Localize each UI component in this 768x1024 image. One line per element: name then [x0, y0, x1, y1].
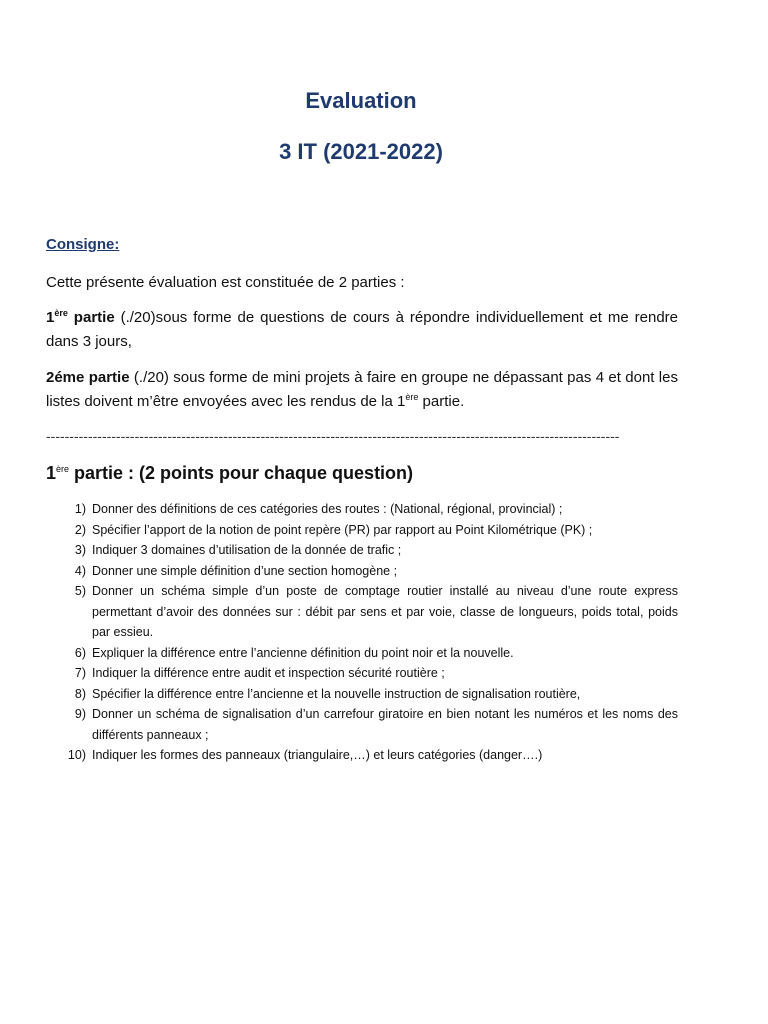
intro-paragraph: Cette présente évaluation est constituée de 2 parties :: [46, 274, 405, 291]
question-item: [46, 540, 678, 561]
question-number: 4): [74, 563, 86, 578]
part1-num: 1: [46, 309, 55, 326]
section-title-rest: partie : (2 points pour chaque question): [69, 463, 414, 483]
question-item: [46, 499, 678, 520]
question-number: 1): [74, 502, 86, 516]
question-item: [46, 643, 678, 664]
question-item: [46, 663, 678, 684]
part2-tail: partie.: [418, 393, 465, 410]
question-item: [46, 745, 678, 766]
part1-bold: partie: [67, 309, 115, 326]
part1-text: (./20)sous forme de questions de cours à répondre individuellement et me rendre dans 3 jours,: [46, 309, 678, 350]
part2-sup: ère: [405, 392, 419, 402]
section-heading: [46, 463, 413, 484]
separator-line: ---------------------------------------------------------------------------------------------------------------------------: [46, 428, 620, 444]
question-text: Indiquer 3 domaines d’utilisation de la donnée de trafic ;: [92, 543, 402, 557]
question-number: 2): [74, 522, 86, 537]
question-item: [46, 704, 678, 745]
section-sup: ère: [56, 464, 70, 474]
section-num: 1: [46, 463, 57, 483]
question-text: Donner un schéma de signalisation d’un carrefour giratoire en bien notant les numéros et les noms des différents panneaux ;: [92, 707, 678, 742]
question-text: Donner une simple définition d’une section homogène ;: [92, 563, 398, 578]
question-number: 8): [74, 686, 86, 701]
question-text: Expliquer la différence entre l’ancienne définition du point noir et la nouvelle.: [92, 645, 514, 660]
question-text: Donner des définitions de ces catégories des routes : (National, régional, provincial) ;: [92, 502, 563, 516]
question-number: 5): [74, 584, 86, 598]
question-number: 3): [74, 543, 86, 557]
question-item: [46, 520, 678, 541]
document-title: Evaluation: [305, 88, 417, 113]
part2-paragraph: [46, 366, 678, 414]
question-item: [46, 581, 678, 643]
question-text: Indiquer les formes des panneaux (triangulaire,…) et leurs catégories (danger….): [92, 748, 543, 762]
questions-list: [46, 499, 678, 766]
question-text: Indiquer la différence entre audit et inspection sécurité routière ;: [92, 666, 445, 680]
document-subtitle: 3 IT (2021-2022): [279, 139, 443, 164]
question-number: 10): [67, 748, 86, 762]
part1-paragraph: [46, 306, 678, 354]
question-item: [46, 684, 678, 705]
part2-text: (./20) sous forme de mini projets à faire en groupe ne dépassant pas 4 et dont les listes doivent m’être envoyées avec les rendus de la 1: [46, 369, 678, 410]
question-number: 9): [74, 707, 86, 721]
question-text: Donner un schéma simple d’un poste de comptage routier installé au niveau d’une route express permettant d’avoir des données sur : débit par sens et par voie, classe de longueurs, poids total, poids par essieu.: [92, 584, 678, 639]
part1-sup: ère: [54, 308, 68, 318]
question-text: Spécifier l’apport de la notion de point repère (PR) par rapport au Point Kilométrique (PK) ;: [92, 522, 593, 537]
question-number: 7): [74, 666, 86, 680]
part2-bold: 2éme partie: [46, 369, 130, 386]
question-number: 6): [74, 645, 86, 660]
question-item: [46, 561, 678, 582]
question-text: Spécifier la différence entre l’ancienne et la nouvelle instruction de signalisation routière,: [92, 686, 581, 701]
consigne-label: Consigne:: [46, 236, 120, 253]
